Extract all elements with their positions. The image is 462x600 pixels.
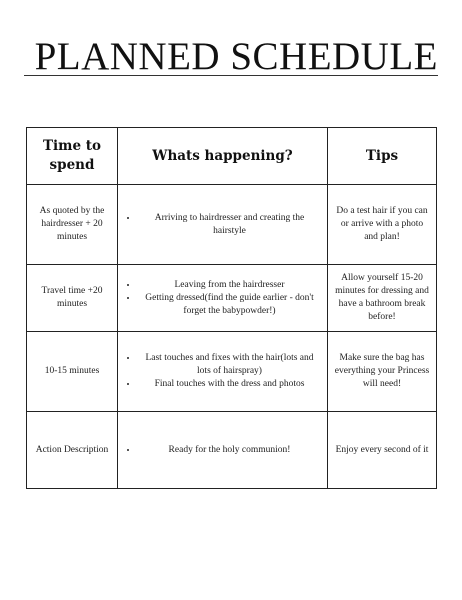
time-cell: Travel time +20 minutes (27, 265, 118, 332)
activity-cell (118, 332, 328, 412)
tip-cell: Do a test hair if you can or arrive with a photo and plan! (328, 185, 437, 265)
table-header-row (27, 128, 437, 185)
list-item: • Arriving to hairdresser and creating the hairstyle (138, 212, 321, 238)
list-item: • Leaving from the hairdresser (138, 279, 321, 292)
tip-cell: Make sure the bag has everything your Princess will need! (328, 332, 437, 412)
table-row (27, 265, 437, 332)
header-tips: Tips (328, 128, 437, 185)
list-item: • Ready for the holy communion! (138, 444, 321, 457)
tip-cell: Allow yourself 15-20 minutes for dressing and have a bathroom break before! (328, 265, 437, 332)
title-divider (24, 75, 438, 76)
page-title: PLANNED SCHEDULE (34, 35, 438, 78)
list-item: • Last touches and fixes with the hair(lots and lots of hairspray) (138, 352, 321, 378)
tip-cell: Enjoy every second of it (328, 412, 437, 489)
activity-cell (118, 265, 328, 332)
activity-cell (118, 185, 328, 265)
activity-list (124, 444, 321, 457)
time-cell: As quoted by the hairdresser + 20 minutes (27, 185, 118, 265)
time-cell: Action Description (27, 412, 118, 489)
list-item: • Final touches with the dress and photos (138, 378, 321, 391)
time-cell: 10-15 minutes (27, 332, 118, 412)
header-time-to-spend: Time to spend (27, 128, 118, 185)
list-item: • Getting dressed(find the guide earlier - don't forget the babypowder!) (138, 292, 321, 318)
schedule-table (26, 127, 437, 489)
table-row (27, 332, 437, 412)
table-row (27, 412, 437, 489)
activity-list (124, 352, 321, 391)
activity-list (124, 212, 321, 238)
header-whats-happening: Whats happening? (118, 128, 328, 185)
activity-list (124, 279, 321, 318)
activity-cell (118, 412, 328, 489)
table-row (27, 185, 437, 265)
